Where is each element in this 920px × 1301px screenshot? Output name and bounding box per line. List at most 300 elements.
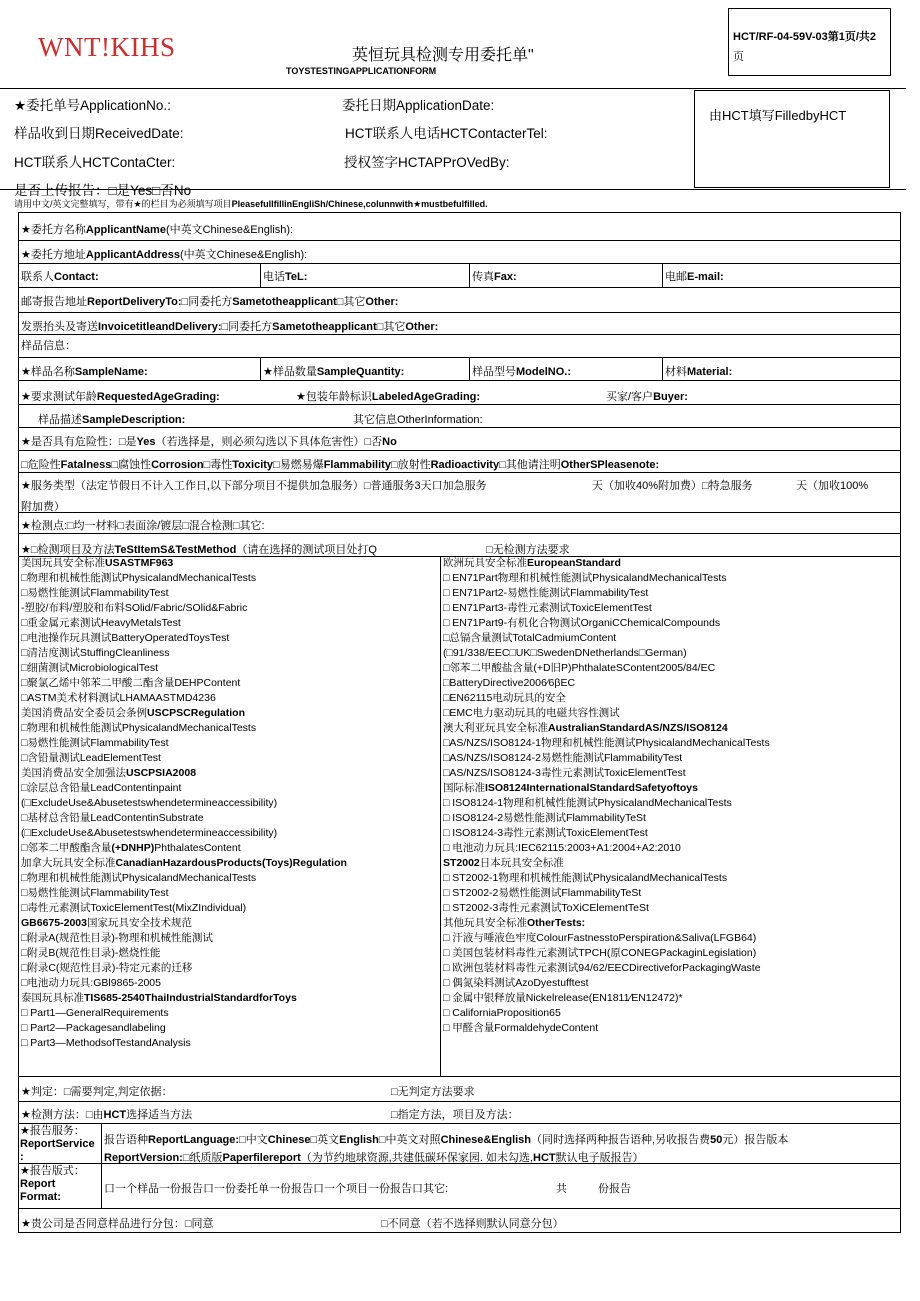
left_col-item-text: □基材总含铅量LeadContentinSubstrate [21, 812, 204, 824]
report-language-options[interactable] [104, 1131, 788, 1147]
left_col-item[interactable] [21, 781, 437, 796]
applicant-address-label-en: ApplicantAddress [85, 249, 181, 261]
row-divider [18, 427, 901, 428]
right_col-item[interactable] [443, 826, 898, 841]
model-no-label-en: ModelNO.: [516, 366, 571, 378]
right_col-item[interactable] [443, 796, 898, 811]
test-method-instruction: （请在选择的测试项目处打Q [236, 544, 377, 556]
report-other-label: Other: [365, 296, 399, 308]
us-standards-column [21, 556, 437, 1051]
requested-age-label-en: RequestedAgeGrading: [96, 391, 220, 403]
instruction-note-en: PleasefullfillinEngliSh/Chinese,colunnwith★mustbefulfilled. [231, 199, 488, 209]
report-language-label-cn: 报告语种 [104, 1134, 148, 1146]
method-by-hct-checkbox[interactable] [21, 1106, 192, 1122]
right_col-item[interactable] [443, 901, 898, 916]
right_col-item-text: □ ST2002-2易燃性能测试FlammabilityTeSt [443, 887, 642, 899]
right_col-item[interactable] [443, 871, 898, 886]
report-language-label-en: ReportLanguage: [148, 1134, 240, 1146]
right_col-item-text: □ 汗液与唾液色牢度ColourFastnesstoPerspiration&Saliva(LFGB64) [443, 932, 757, 944]
right_col-item-text: □ ST2002-3毒性元素测试ToXiCElementTeSt [443, 902, 649, 914]
document-number: HCT/RF-04-59V-03第1页/共2 [733, 31, 877, 43]
right_col-item-text: 欧洲玩具安全标准 [443, 557, 527, 569]
invoice-other-checkbox[interactable]: □其它 [376, 321, 406, 333]
model-no-field[interactable] [472, 363, 571, 379]
report-service-label [20, 1125, 100, 1164]
document-number-tail: 页 [733, 51, 744, 63]
hazard-yes-label: Yes [136, 436, 156, 448]
right_col-item-text: □ 甲醛含量FormaldehydeContent [443, 1022, 599, 1034]
email-label-en: E-mail: [687, 271, 724, 283]
right_col-item [443, 916, 898, 931]
hazard-question[interactable] [21, 433, 397, 449]
hazard-corrosion-checkbox[interactable]: □腐蚀性 [111, 459, 152, 471]
right_col-item[interactable] [443, 616, 898, 631]
eco-note-tail: 默认电子版报告） [555, 1152, 644, 1164]
hazard-corrosion-label: Corrosion [151, 459, 204, 471]
model-no-label-cn: 样品型号 [472, 366, 516, 378]
left_col-item[interactable] [21, 961, 437, 976]
service-express-surcharge: 天（加收100% [796, 480, 869, 492]
right_col-item-text: □ 美国包装材料毒性元素测试TPCH(原CONEGPackaginLegislation) [443, 947, 757, 959]
lang-bilingual-label: Chinese&English [440, 1134, 532, 1146]
left_col-item-text: 美国消费品安全加强法 [21, 767, 126, 779]
left_col-item-text: □含铅量测试LeadElementTest [21, 752, 161, 764]
right_col-item[interactable] [443, 931, 898, 946]
left_col-item-text: □电池操作玩具测试BatteryOperatedToysTest [21, 632, 230, 644]
right_col-item-bold: ST2002 [443, 857, 480, 869]
right_col-item [443, 856, 898, 871]
applicant-address-field[interactable] [21, 246, 307, 262]
right_col-item-text: □ ST2002-1物理和机械性能测试PhysicalandMechanicalTests [443, 872, 728, 884]
right_col-item[interactable] [443, 601, 898, 616]
col-divider [440, 556, 441, 1076]
left_col-item[interactable] [21, 1006, 437, 1021]
left_col-item-text: □ASTM美术材料测试LHAMAASTMD4236 [21, 692, 216, 704]
left_col-item[interactable] [21, 841, 437, 856]
left_col-item-text: □附灵B(规范性目录)-燃烧性能 [21, 947, 161, 959]
tel-label-cn: 电话 [263, 271, 285, 283]
right_col-item[interactable] [443, 571, 898, 586]
right_col-item[interactable] [443, 751, 898, 766]
hazard-flammability-checkbox[interactable]: □易燃易爆 [273, 459, 324, 471]
right_col-item-bold: EuropeanStandard [527, 557, 621, 569]
left_col-item-text: □细菌测试MicrobiologicalTest [21, 662, 159, 674]
left_col-item [21, 556, 437, 571]
left_col-item[interactable] [21, 886, 437, 901]
document-number-box [728, 8, 891, 76]
left_col-item[interactable] [21, 631, 437, 646]
bilingual-fee-note: （同时选择两种报告语种,另收报告费 [531, 1134, 711, 1146]
left_col-item [21, 856, 437, 871]
row-divider [18, 263, 901, 264]
contact-label-cn: 联系人 [21, 271, 54, 283]
right_col-item[interactable] [443, 1006, 898, 1021]
right_col-item[interactable] [443, 661, 898, 676]
test-method-header[interactable] [21, 541, 377, 557]
col-divider [662, 357, 663, 380]
right_col-item-text: □ EN71Part物理和机械性能测试PhysicalandMechanicalTests [443, 572, 727, 584]
hct-contact-field[interactable]: HCT联系人HCTContaCter: [14, 155, 176, 170]
material-label-en: Material: [687, 366, 733, 378]
left_col-item[interactable] [21, 946, 437, 961]
row-divider [18, 450, 901, 451]
left_col-item-bold: USCPSIA2008 [126, 767, 197, 779]
tel-label-en: TeL: [285, 271, 308, 283]
left_col-item-text: □物理和机械性能测试PhysicalandMechanicalTests [21, 722, 257, 734]
left_col-item-text: □ Part2—Packagesandlabeling [21, 1022, 166, 1034]
hct-fill-box [694, 90, 890, 188]
instruction-note-text: 请用中文/英文完整填写，带有★的栏目为必须填写项目 [14, 199, 232, 209]
col-divider [101, 1123, 102, 1208]
right_col-item[interactable] [443, 991, 898, 1006]
right_col-item[interactable] [443, 961, 898, 976]
subpackage-agree-checkbox[interactable]: ★贵公司是否同意样品进行分包：□同意 [21, 1218, 214, 1230]
report-format-options[interactable]: 口一个样品一份报告口一份委托单一份报告口一个项目一份报告口其它: [104, 1183, 449, 1195]
buyer-label-cn: 买家/客户 [606, 391, 654, 403]
left_col-item-text: □重金属元素测试HeavyMetalsTest [21, 617, 181, 629]
sample-info-heading: 样品信息： [21, 340, 76, 352]
right_col-item-text: □ CaliforniaProposition65 [443, 1007, 561, 1019]
left_col-item[interactable] [21, 931, 437, 946]
left_col-item-text: 泰国玩具标准 [21, 992, 84, 1004]
right_col-item-text: 国际标准 [443, 782, 485, 794]
left_col-item[interactable] [21, 661, 437, 676]
left_col-item [21, 766, 437, 781]
sample-description-label-cn: 样品描述 [38, 414, 82, 426]
hazard-other-label: OtherSPleasenote: [560, 459, 660, 471]
row-divider [18, 1123, 901, 1124]
service-type-options[interactable]: ★服务类型（法定节假日不计入工作日,以下部分项目不提供加急服务）□普通服务3天口加急服务 [21, 480, 487, 492]
invoice-same-checkbox[interactable]: □同委托方 [221, 321, 273, 333]
requested-age-field[interactable] [21, 388, 220, 404]
right_col-item-bold: AustralianStandardAS/NZS/ISO8124 [548, 722, 728, 734]
row-divider [18, 287, 901, 288]
buyer-field[interactable] [606, 388, 688, 404]
row-divider [18, 312, 901, 313]
report-version-label-cn: 元）报告版本 [722, 1134, 789, 1146]
left_col-item-text: □聚氯乙烯中邻苯二甲酸二酯含量DEHPContent [21, 677, 241, 689]
left_col-item-text: 美国消费品安全委员会条例 [21, 707, 147, 719]
report-other-checkbox[interactable]: □其它 [336, 296, 366, 308]
left_col-item [21, 991, 437, 1006]
right_col-item-text: □ 金属中银释放量Nickelrelease(EN1811∕EN12472)* [443, 992, 683, 1004]
tel-field[interactable] [263, 268, 307, 284]
left_col-item-bold: USCPSCRegulation [147, 707, 246, 719]
col-divider [260, 263, 261, 287]
material-field[interactable] [665, 363, 732, 379]
right_col-item[interactable] [443, 976, 898, 991]
hazard-radioactivity-checkbox[interactable]: □放射性 [390, 459, 431, 471]
lang-english-checkbox[interactable]: □英文 [310, 1134, 340, 1146]
right_col-item-text: □BatteryDirective2006∕6βEC [443, 677, 576, 689]
paper-report-checkbox[interactable]: □纸质版 [182, 1152, 223, 1164]
right_col-item[interactable] [443, 586, 898, 601]
left_col-item[interactable] [21, 721, 437, 736]
fax-label-cn: 传真 [472, 271, 494, 283]
left_col-item-bold: CanadianHazardousProducts(Toys)Regulation [115, 857, 347, 869]
left_col-item-bold: (+DNHP) [111, 842, 155, 854]
sample-description-label-en: SampleDescription: [82, 414, 186, 426]
eco-note: （为节约地球资源,共建低碳环保家园. 如未勾选, [300, 1152, 533, 1164]
row-divider [18, 404, 901, 405]
email-field[interactable] [665, 268, 724, 284]
hazard-toxicity-label: Toxicity [232, 459, 274, 471]
sample-quantity-label-en: SampleQuantity: [316, 366, 405, 378]
email-label-cn: 电邮 [665, 271, 687, 283]
left_col-item-text-tail: PhthalatesContent [154, 842, 241, 854]
invoice-field[interactable] [21, 318, 438, 334]
lang-bilingual-checkbox[interactable]: □中英文对照 [378, 1134, 441, 1146]
left_col-item-text: □易燃性能测试FlammabilityTest [21, 737, 169, 749]
left_col-item-text: □ Part1—GeneralRequirements [21, 1007, 169, 1019]
right_col-item[interactable] [443, 691, 898, 706]
test-method-checkbox[interactable]: ★□检测项目及方法 [21, 544, 115, 556]
form-title-cn: 英恒玩具检测专用委托单" [352, 47, 534, 64]
right_col-item[interactable] [443, 646, 898, 661]
left_col-item-text: □物理和机械性能测试PhysicalandMechanicalTests [21, 572, 257, 584]
left_col-item-text: (□ExcludeUse&Abusetestswhendetermineaccessibility) [21, 827, 278, 839]
report-format-label [20, 1165, 100, 1204]
left_col-item-text: □附录A(规范性目录)-物理和机械性能测试 [21, 932, 213, 944]
left_col-item[interactable] [21, 976, 437, 991]
row-divider [18, 472, 901, 473]
hazard-radioactivity-label: Radioactivity [430, 459, 500, 471]
right_col-item-text: 澳大利亚玩具安全标准 [443, 722, 548, 734]
left_col-item[interactable] [21, 826, 437, 841]
hazard-fatalness-checkbox[interactable]: □危险性 [21, 459, 61, 471]
contact-label-en: Contact: [54, 271, 99, 283]
left_col-item[interactable] [21, 811, 437, 826]
left_col-item-text: □易燃性能测试FlammabilityTest [21, 887, 169, 899]
left_col-item[interactable] [21, 616, 437, 631]
row-divider [18, 533, 901, 534]
row-divider [18, 512, 901, 513]
right_col-item [443, 556, 898, 571]
eco-note-hct: HCT [533, 1152, 556, 1164]
hazard-no-label: No [382, 436, 397, 448]
lang-english-label: English [339, 1134, 379, 1146]
specified-method-checkbox[interactable]: □指定方法，项目及方法： [391, 1109, 519, 1121]
report-version-label-en: ReportVersion: [104, 1152, 183, 1164]
report-delivery-field[interactable] [21, 293, 398, 309]
material-label-cn: 材料 [665, 366, 687, 378]
row-divider [18, 240, 901, 241]
right_col-item[interactable] [443, 886, 898, 901]
right_col-item-text: □ 欧洲包装材料毒性元素测试94/62/EECDirectiveforPackagingWaste [443, 962, 761, 974]
row-divider [18, 1076, 901, 1077]
instruction-note [14, 197, 488, 210]
hazard-yes-checkbox[interactable]: ★是否具有危险性：□是 [21, 436, 137, 448]
left_col-item [21, 706, 437, 721]
sample-name-label-en: SampleName: [74, 366, 148, 378]
sample-name-field[interactable] [21, 363, 148, 379]
report-format-label-cn: ★报告版式： [20, 1165, 85, 1177]
right_col-item-text: □ EN71Part2-易燃性能测试FlammabilityTest [443, 587, 649, 599]
left_col-item-text: □涂层总含铅量LeadContentinpaint [21, 782, 182, 794]
fax-label-en: Fax: [494, 271, 517, 283]
right_col-item-text: □AS/NZS/ISO8124-1物理和机械性能测试PhysicalandMechanicalTests [443, 737, 770, 749]
right_col-item[interactable] [443, 631, 898, 646]
left_col-item-text: (□ExcludeUse&Abusetestswhendetermineaccessibility) [21, 797, 278, 809]
left_col-item-text: 美国玩具安全标准 [21, 557, 105, 569]
test-point-options[interactable]: ★检测点:□均一材料□表面涂/镀层□混合检测□其它: [21, 520, 265, 532]
left_col-item[interactable] [21, 901, 437, 916]
right_col-item-text: (□91/338/EEC□UK□SwedenDNetherlands□German) [443, 647, 687, 659]
left_col-item[interactable] [21, 796, 437, 811]
right_col-item-text: □ EN71Part9-有机化合物测试OrganiCChemicalCompounds [443, 617, 721, 629]
row-divider [18, 380, 901, 381]
hazard-no-checkbox[interactable]: □否 [364, 436, 383, 448]
report-format-label-en1: Report [20, 1178, 56, 1190]
hazard-other-checkbox[interactable]: □其他请注明 [499, 459, 561, 471]
right_col-item[interactable] [443, 676, 898, 691]
upload-report-checkbox[interactable]: 是否上传报告：□是Yes□否No [14, 183, 192, 198]
left_col-item-text: □易燃性能测试FlammabilityTest [21, 587, 169, 599]
left_col-item[interactable] [21, 586, 437, 601]
sample-quantity-field[interactable] [263, 363, 404, 379]
report-delivery-label-cn: 邮寄报告地址 [21, 296, 87, 308]
subpackage-disagree-checkbox[interactable]: □不同意（若不选择则默认同意分包） [381, 1218, 564, 1230]
form-title-en: TOYSTESTINGAPPLICATIONFORM [286, 66, 437, 76]
lang-chinese-checkbox[interactable]: □中文 [239, 1134, 268, 1146]
applicant-address-label-lang: (中英文Chinese&English): [180, 249, 308, 261]
left_col-item-text: □ Part3—MethodsofTestandAnalysis [21, 1037, 191, 1049]
left_col-item-bold: USASTMF963 [105, 557, 174, 569]
right_col-item-text: □总镉含量测试TotalCadmiumContent [443, 632, 617, 644]
right_col-item-text: □EMC电力驱动玩具的电磁共容性测试 [443, 707, 620, 719]
left_col-item-text: □毒性元素测试ToxicElementTest(MixZIndividual) [21, 902, 247, 914]
sample-name-label-cn: ★样品名称 [21, 366, 75, 378]
hazard-toxicity-checkbox[interactable]: □毒性 [203, 459, 233, 471]
right_col-item[interactable] [443, 766, 898, 781]
right_col-item [443, 781, 898, 796]
left_col-item-text: -塑胶/布料/塑胶和布料SOlid/Fabric/SOlid&Fabric [21, 602, 248, 614]
right_col-item-text: □ ISO8124-2易燃性能测试FlammabilityTeSt [443, 812, 646, 824]
left_col-item[interactable] [21, 571, 437, 586]
report-service-label-en: ReportService [20, 1138, 95, 1150]
left_col-item-text-tail: 国家玩具安全技术规范 [86, 917, 192, 929]
invoice-same-label: Sametotheapplicant [272, 321, 377, 333]
no-judgement-checkbox[interactable]: □无判定方法要求 [391, 1086, 475, 1098]
application-no-field[interactable]: ★委托单号ApplicationNo.: [14, 98, 171, 113]
left_col-item[interactable] [21, 871, 437, 886]
sample-description-field[interactable] [38, 411, 185, 427]
left_col-item-bold: GB6675-2003 [21, 917, 87, 929]
hazard-fatalness-label: Fatalness [60, 459, 112, 471]
right_col-item[interactable] [443, 841, 898, 856]
service-surcharge-tail: 附加费） [21, 501, 65, 513]
report-format-label-en2: Format: [20, 1191, 61, 1203]
left_col-item[interactable] [21, 1036, 437, 1051]
right_col-item-text-tail: 日本玩具安全标准 [479, 857, 564, 869]
right_col-item[interactable] [443, 706, 898, 721]
report-service-label-cn: ★报告服务： [20, 1125, 85, 1137]
report-same-label: Sametotheapplicant [232, 296, 337, 308]
received-date-field[interactable]: 样品收到日期ReceivedDate: [14, 126, 184, 141]
other-information-field[interactable]: 其它信息OtherInformation: [353, 414, 483, 426]
left_col-item-text: □附录C(规范性目录)-特定元素的迁移 [21, 962, 193, 974]
right_col-item-text: □ ISO8124-3毒性元素测试ToxicElementTest [443, 827, 648, 839]
upload-report-clip [14, 175, 694, 198]
test-method-label-en: TeStItemS&TestMethod [114, 544, 237, 556]
right_col-item-text: □ EN71Part3-毒性元素测试ToxicElementTest [443, 602, 652, 614]
report-version-options[interactable] [104, 1149, 644, 1165]
right_col-item-text: □ 电池动力玩具:IEC62115:2003+A1:2004+A2:2010 [443, 842, 681, 854]
judgement-needed-checkbox[interactable]: ★判定：□需要判定,判定依据： [21, 1086, 173, 1098]
row-divider [18, 1101, 901, 1102]
applicant-address-label-cn: ★委托方地址 [21, 249, 86, 261]
report-delivery-label-en: ReportDeliveryTo: [87, 296, 182, 308]
approved-by-field[interactable]: 授权签字HCTAPPrOVedBy: [344, 155, 510, 170]
report-total-label: 共 [556, 1183, 567, 1195]
hazard-yes-note: （若选择是，则必须勾选以下具体危害性） [155, 436, 365, 448]
hazard-flammability-label: Flammability [323, 459, 391, 471]
company-logo: WNT!KIHS [38, 32, 176, 62]
hazard-types-row [21, 456, 659, 472]
hct-contact-tel-field[interactable]: HCT联系人电话HCTContacterTel: [345, 126, 548, 141]
left_col-item-text: □邻苯二甲酸酯含量 [21, 842, 112, 854]
right_col-item[interactable] [443, 946, 898, 961]
right_col-item-text: □AS/NZS/ISO8124-2易燃性能测试FlammabilityTest [443, 752, 683, 764]
left_col-item[interactable] [21, 736, 437, 751]
application-date-field[interactable]: 委托日期ApplicationDate: [342, 98, 495, 113]
fax-field[interactable] [472, 268, 517, 284]
contact-field[interactable] [21, 268, 99, 284]
left_col-item-text: □物理和机械性能测试PhysicalandMechanicalTests [21, 872, 257, 884]
labeled-age-field[interactable] [296, 388, 480, 404]
invoice-label-cn: 发票抬头及寄送 [21, 321, 98, 333]
left_col-item[interactable] [21, 751, 437, 766]
left_col-item[interactable] [21, 646, 437, 661]
bilingual-fee-amount: 50 [710, 1134, 723, 1146]
col-divider [260, 357, 261, 380]
left_col-item[interactable] [21, 691, 437, 706]
applicant-name-label-en: ApplicantName [85, 224, 166, 236]
right_col-item-text: □ ISO8124-1物理和机械性能测试PhysicalandMechanicalTests [443, 797, 732, 809]
col-divider [469, 263, 470, 287]
left_col-item[interactable] [21, 676, 437, 691]
buyer-label-en: Buyer: [653, 391, 688, 403]
left_col-item[interactable] [21, 1021, 437, 1036]
lang-chinese-label: Chinese [267, 1134, 311, 1146]
report-same-checkbox[interactable]: □同委托方 [181, 296, 233, 308]
method-by-hct-label-hct: HCT [103, 1109, 127, 1121]
right_col-item[interactable] [443, 736, 898, 751]
row-divider [18, 334, 901, 335]
right_col-item-bold: OtherTests: [527, 917, 586, 929]
invoice-label-en: InvoicetitleandDelivery: [98, 321, 222, 333]
left_col-item [21, 601, 437, 616]
left_col-item-text: □电池动力玩具:GBl9865-2005 [21, 977, 161, 989]
col-divider [662, 263, 663, 287]
right_col-item[interactable] [443, 1021, 898, 1036]
labeled-age-label-en: LabeledAgeGrading: [371, 391, 481, 403]
paper-report-label: Paperfilereport [222, 1152, 301, 1164]
right_col-item-text: □邻苯二甲酸盐含量(+D旧P)PhthalateSContent2005/84/EC [443, 662, 716, 674]
left_col-item-bold: TIS685-2540ThaiIndustrialStandardforToys [84, 992, 297, 1004]
service-urgent-surcharge: 天（加收40%附加费）□特急服务 [592, 480, 753, 492]
method-by-hct-label-tail: 选择适当方法 [126, 1109, 193, 1121]
no-method-requirement-checkbox[interactable]: □无检测方法要求 [486, 544, 570, 556]
right_col-item[interactable] [443, 811, 898, 826]
applicant-name-field[interactable] [21, 221, 293, 237]
right_col-item-text: □ 偶氮染料测试AzoDyestufftest [443, 977, 589, 989]
applicant-name-label-cn: ★委托方名称 [21, 224, 86, 236]
report-copies-label: 份报告 [598, 1183, 631, 1195]
row-divider [18, 357, 901, 358]
row-divider [18, 1208, 901, 1209]
labeled-age-label-cn: ★包装年龄标识 [296, 391, 372, 403]
